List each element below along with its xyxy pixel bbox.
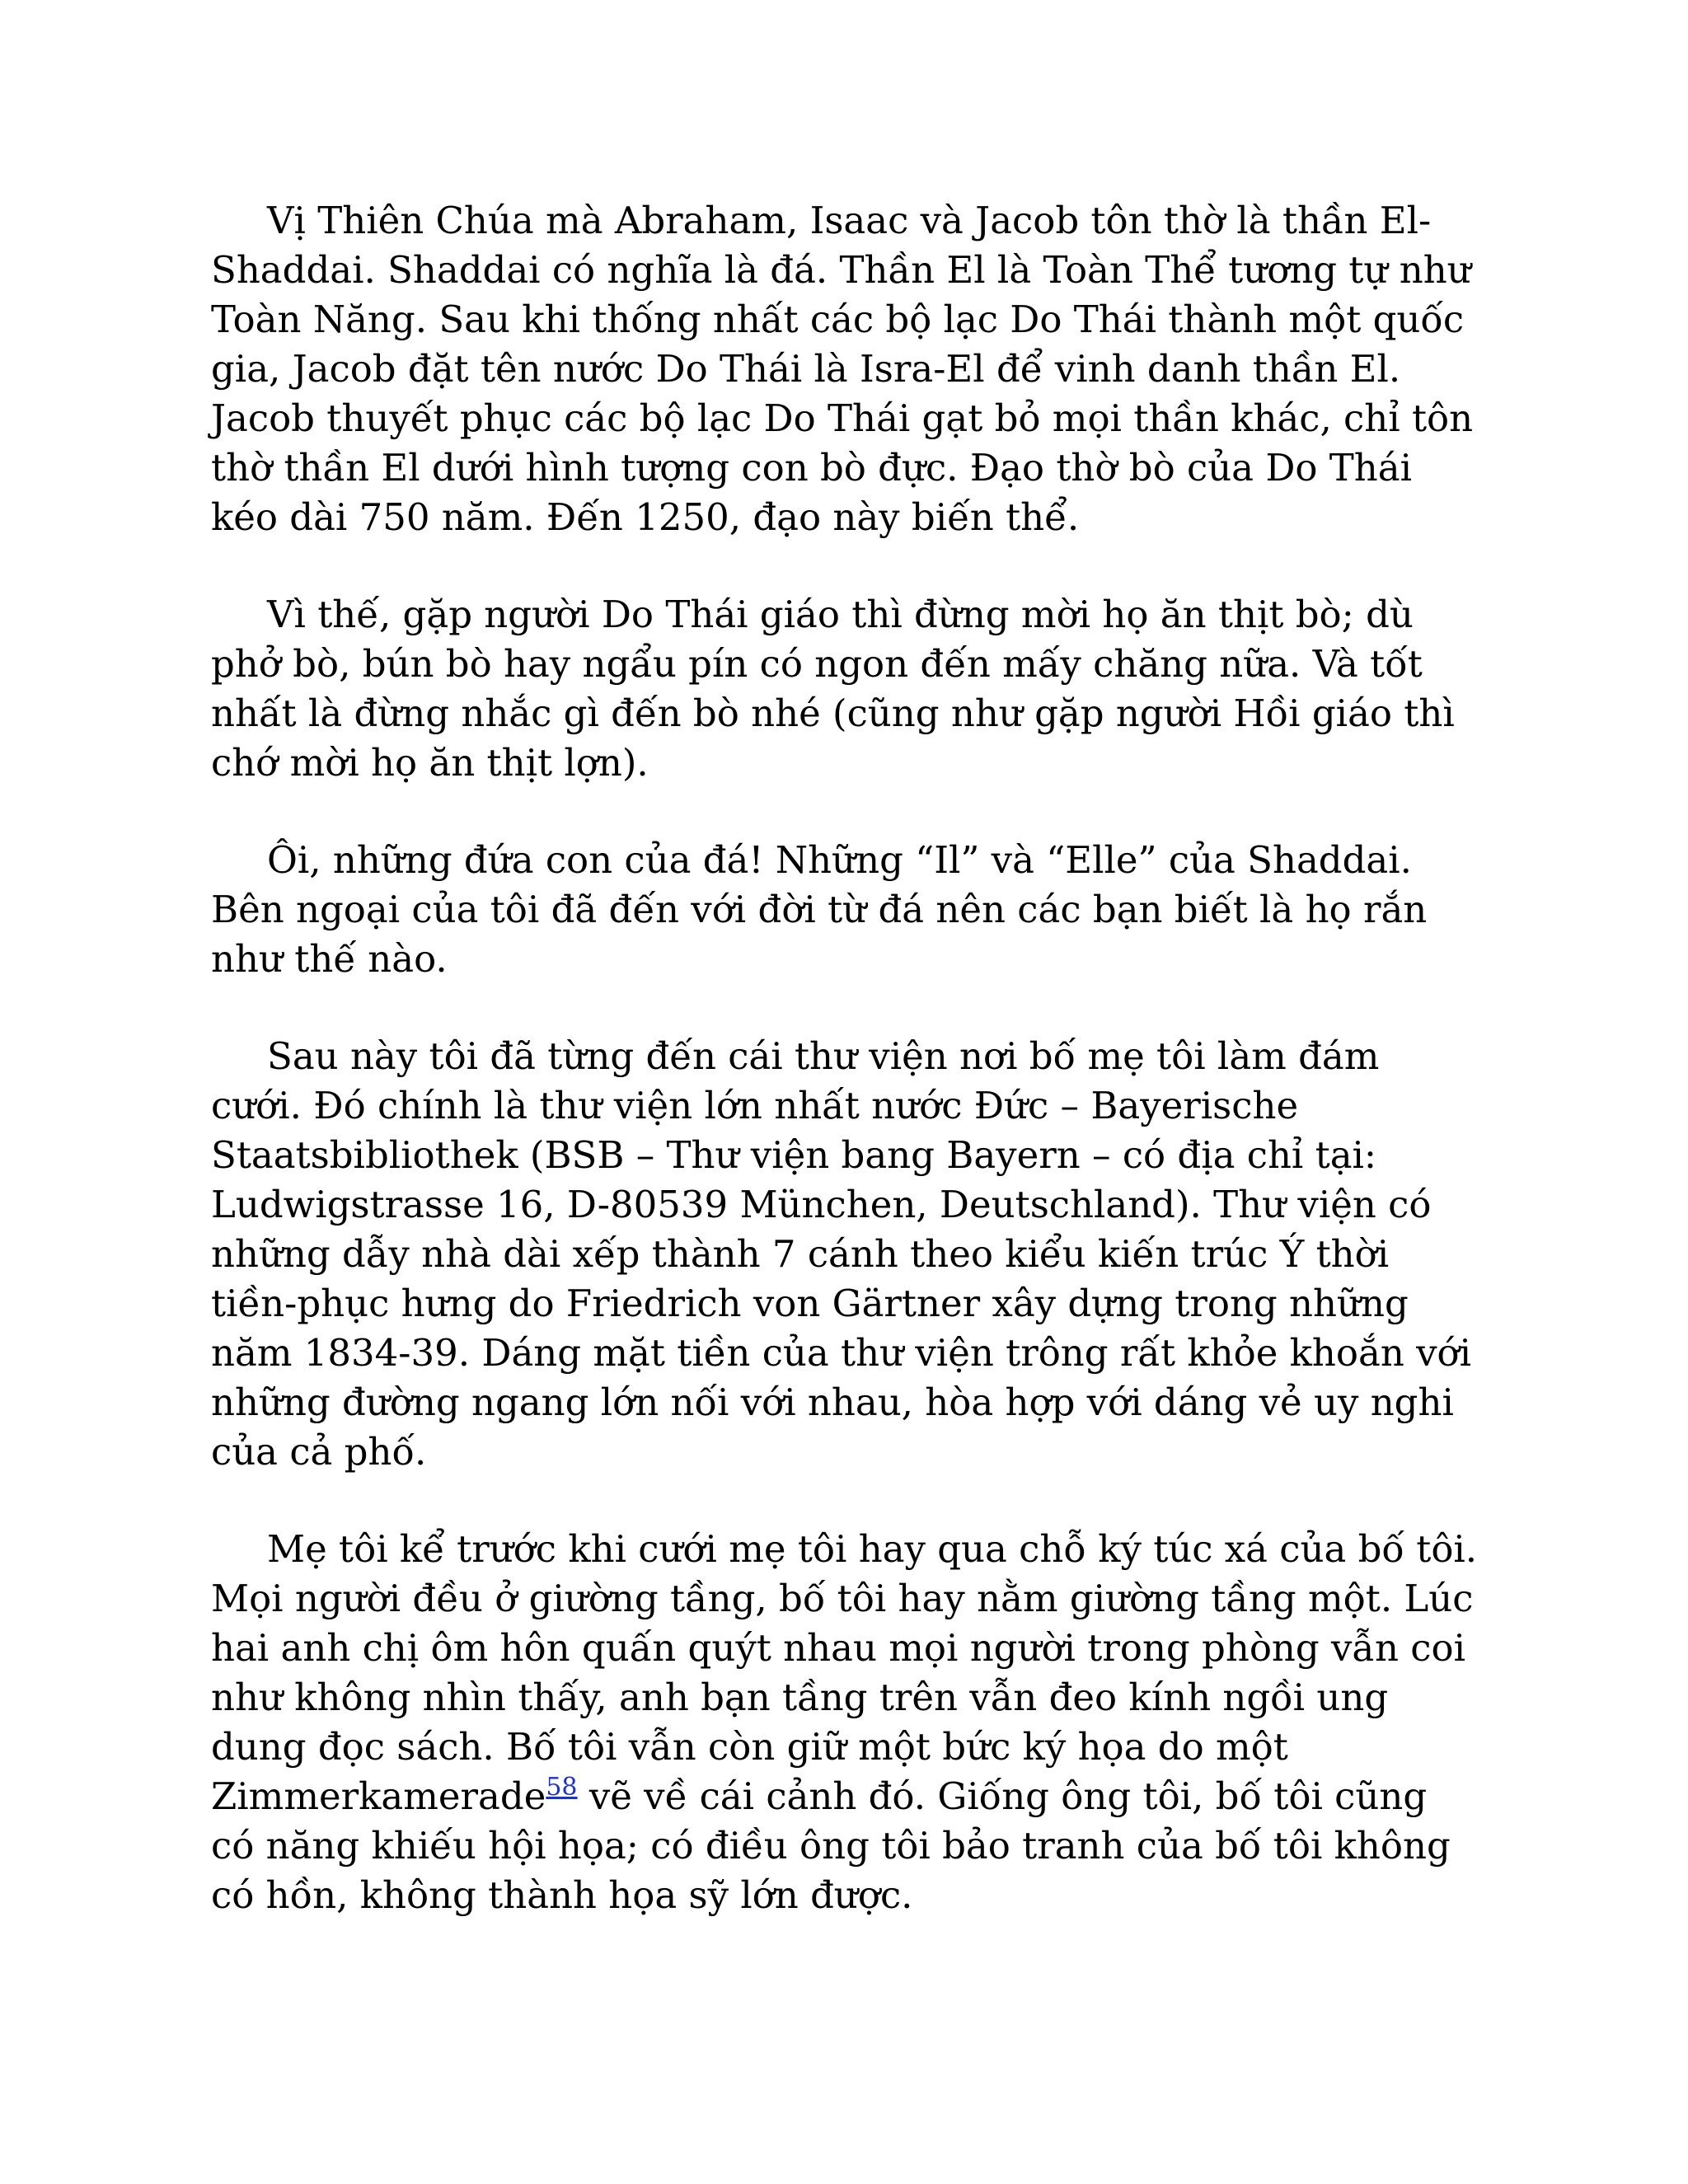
paragraph-3: Ôi, những đứa con của đá! Những “Il” và “Elle” của Shaddai. Bên ngoại của tôi đã đến với đời từ đá nên các bạn biết là họ rắn như thế nào. bbox=[211, 838, 1428, 981]
paragraph-5 bbox=[211, 1525, 1480, 1920]
paragraph-2: Vì thế, gặp người Do Thái giáo thì đừng mời họ ăn thịt bò; dù phở bò, bún bò hay ngẩu pín có ngon đến mấy chăng nữa. Và tốt nhất là đừng nhắc gì đến bò nhé (cũng như gặp người Hồi giáo thì chớ mời họ ăn thịt lợn). bbox=[211, 593, 1455, 785]
paragraph-5-text-start: Mẹ tôi kể trước khi cưới mẹ tôi hay qua chỗ ký túc xá của bố tôi. Mọi người đều ở giường tầng, bố tôi hay nằm giường tầng một. Lúc hai anh chị ôm hôn quấn quýt nhau mọi người trong phòng vẫn coi như không nhìn thấy, anh bạn tầng trên vẫn đeo kính ngồi ung dung đọc sách. Bố tôi vẫn còn giữ một bức ký họa do một Zimmerkamerade bbox=[211, 1527, 1478, 1818]
paragraph-1: Vị Thiên Chúa mà Abraham, Isaac và Jacob tôn thờ là thần El-Shaddai. Shaddai có nghĩa là đá. Thần El là Toàn Thể tương tự như Toàn Năng. Sau khi thống nhất các bộ lạc Do Thái thành một quốc gia, Jacob đặt tên nước Do Thái là Isra-El để vinh danh thần El. Jacob thuyết phục các bộ lạc Do Thái gạt bỏ mọi thần khác, chỉ tôn thờ thần El dưới hình tượng con bò đực. Đạo thờ bò của Do Thái kéo dài 750 năm. Đến 1250, đạo này biến thể. bbox=[211, 199, 1474, 539]
document-body bbox=[211, 196, 1480, 1920]
footnote-ref-link[interactable]: 58 bbox=[546, 1773, 578, 1802]
paragraph-5-text-end: vẽ về cái cảnh đó. Giống ông tôi, bố tôi cũng có năng khiếu hội họa; có điều ông tôi bảo tranh của bố tôi không có hồn, không thành họa sỹ lớn được. bbox=[211, 1774, 1451, 1917]
paragraph-4: Sau này tôi đã từng đến cái thư viện nơi bố mẹ tôi làm đám cưới. Đó chính là thư viện lớn nhất nước Đức – Bayerische Staatsbibliothek (BSB – Thư viện bang Bayern – có địa chỉ tại: Ludwigstrasse 16, D-80539 München, Deutschland). Thư viện có những dẫy nhà dài xếp thành 7 cánh theo kiểu kiến trúc Ý thời tiền-phục hưng do Friedrich von Gärtner xây dựng trong những năm 1834-39. Dáng mặt tiền của thư viện trông rất khỏe khoắn với những đường ngang lớn nối với nhau, hòa hợp với dáng vẻ uy nghi của cả phố. bbox=[211, 1034, 1472, 1474]
